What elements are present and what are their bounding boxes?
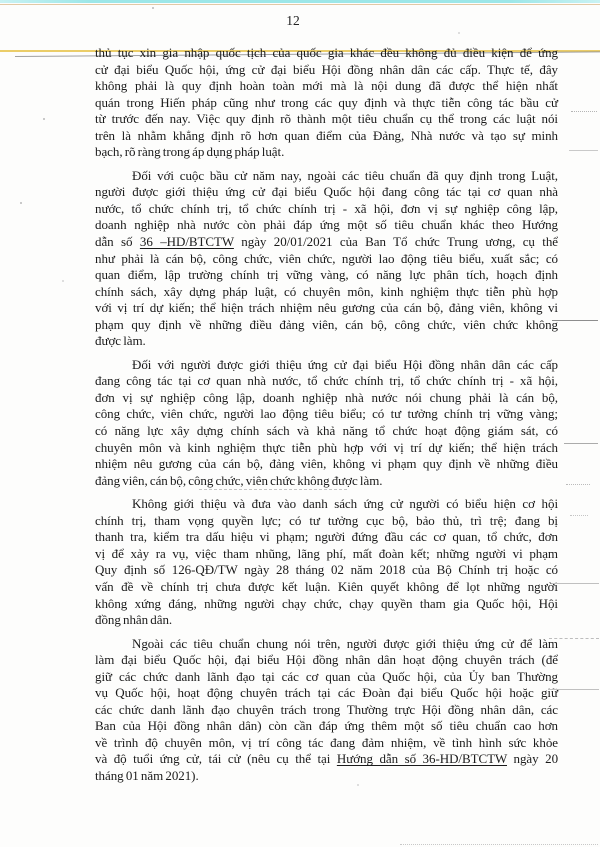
page-number: 12 — [286, 13, 300, 28]
text-line: có năng lực xây dựng chính sách và khả năng tổ chức hoạt động giám sát, có — [95, 423, 558, 439]
document-body — [95, 45, 558, 785]
scan-speck — [20, 202, 22, 204]
text-line: nhiệm nêu gương của cán bộ, đảng viên, không vi phạm quy định về những điều — [95, 456, 558, 472]
underlined-reference: Hướng dẫn số 36-HD/BTCTW — [336, 751, 507, 767]
text-line: thanh tra, kiểm tra dấu hiệu vi phạm; người đứng đầu các cơ quan, tổ chức, đơn — [95, 529, 558, 545]
text-line: Ban của Hội đồng nhân dân) còn cần đáp ứng thêm một số tiêu chuẩn cao hơn — [95, 718, 558, 734]
text-line: như phải là cán bộ, công chức, viên chức, người lao động tiêu biểu, xuất sắc; có — [95, 250, 558, 266]
text-line: được làm. — [95, 333, 146, 349]
text-line: đồng nhân dân. — [95, 612, 173, 628]
paragraph — [95, 45, 558, 161]
text-line: vấn đề về chính trị chưa được kết luận. Kiên quyết không để lọt những người — [95, 578, 558, 594]
text-line: chính sách, xây dựng pháp luật, có chuyên môn, kinh nghiệm thực tiễn phù hợp — [95, 283, 558, 299]
text-line: các chức danh lãnh đạo chuyên trách trong Thường trực Hội đồng nhân dân, các — [95, 701, 558, 717]
text-line: với vị trí dự kiến; thể hiện trách nhiệm nêu gương của cán bộ, đảng viên, không vi — [95, 300, 558, 316]
scan-speck — [62, 280, 64, 282]
scan-artifact — [569, 150, 598, 151]
text-line: tháng 01 năm 2021). — [95, 767, 199, 783]
text-line: đảng viên, cán bộ, công chức, viên chức không được làm. — [95, 472, 383, 488]
text-line: Ngoài các tiêu chuẩn chung nói trên, người được giới thiệu ứng cử để làm — [132, 635, 558, 651]
text-line: và độ tuổi ứng cử, tái cử (nêu cụ thể tại Hướng dẫn số 36-HD/BTCTW ngày 20 — [95, 751, 559, 767]
text-line: Quy định số 126-QĐ/TW ngày 28 tháng 02 năm 2018 của Bộ Chính trị hoặc có — [95, 562, 558, 578]
scan-speck — [458, 32, 460, 34]
text-line: từ trước đến nay. Việc quy định rõ thành một tiêu chuẩn cụ thể trong các luật nói — [95, 111, 558, 127]
text-line: công chức, viên chức, người lao động tiêu biểu; có tư tưởng chính trị vững vàng; — [95, 406, 558, 422]
text-line: đang công tác tại cơ quan nhà nước, tổ chức chính trị, tổ chức chính trị - xã hội, — [95, 373, 558, 389]
text-line: Đối với người được giới thiệu ứng cử đại biểu Hội đồng nhân dân các cấp — [132, 356, 558, 372]
text-line: chính trị, tham vọng quyền lực; có tư tưởng cục bộ, bảo thủ, trì trệ; đang bị — [95, 512, 558, 528]
text-line: trên là nhằm khẳng định rõ hơn quan điểm của Đảng, Nhà nước và tạo sự minh — [95, 127, 558, 143]
text-line: giữ các chức danh lãnh đạo tại các cơ quan của Quốc hội, của Ủy ban Thường — [95, 668, 558, 684]
text-line: người được giới thiệu ứng cử đại biểu Quốc hội đang công tác tại cơ quan nhà — [95, 184, 558, 200]
text-line: đơn vị sự nghiệp công lập, doanh nghiệp nhà nước nói chung phải là cán bộ, — [95, 389, 558, 405]
text-line: bạch, rõ ràng trong áp dụng pháp luật. — [95, 144, 285, 160]
scan-artifact — [552, 583, 599, 584]
text-line: quán trong Hiến pháp cũng như trong các quy định và thực tiễn công tác bầu cử — [95, 94, 558, 110]
text-line: không xứng đáng, những người chạy chức, chạy quyền tham gia Quốc hội, Hội — [95, 595, 558, 611]
scan-artifact — [400, 844, 598, 845]
text-line: quan điểm, lập trường chính trị vững vàng, có năng lực phân tích, hoạch định — [95, 267, 558, 283]
text-line: về trình độ chuyên môn, vị trí công tác đang đảm nhiệm, về tình hình sức khỏe — [95, 734, 558, 750]
scan-artifact — [564, 443, 598, 444]
text-line: Đối với cuộc bầu cử năm nay, ngoài các tiêu chuẩn đã quy định trong Luật, — [132, 167, 558, 183]
text-line: vị để xảy ra vụ, việc tham nhũng, lãng phí, mất đoàn kết; những người vi phạm — [95, 545, 558, 561]
text-line: chuyên môn và kinh nghiệm thực tiễn phù hợp với vị trí dự kiến; thể hiện trách — [95, 439, 558, 455]
scan-artifact — [570, 515, 588, 516]
scan-speck — [43, 118, 45, 120]
paragraph — [95, 636, 558, 785]
scan-speck — [152, 7, 154, 9]
scan-top-edge-cyan — [0, 0, 600, 3]
text-line: vụ Quốc hội, hoạt động chuyên trách tại các Đoàn đại biểu Quốc hội hoặc giữ — [95, 685, 558, 701]
text-line: không phải là quy định hoàn toàn mới mà là nội dung đã được thể hiện nhất — [95, 78, 558, 94]
scan-top-edge-tan — [0, 4, 600, 5]
text-line: nước, tổ chức chính trị, tổ chức chính trị - xã hội, đơn vị sự nghiệp công lập, — [95, 200, 558, 216]
text-line: dẫn số 36 –HD/BTCTW ngày 20/01/2021 của Ban Tổ chức Trung ương, cụ thể — [95, 234, 558, 250]
scan-artifact — [566, 484, 590, 485]
text-line: cử đại biểu Quốc hội, ứng cử đại biểu Hội đồng nhân dân các cấp. Thực tế, đây — [95, 61, 558, 77]
paragraph — [95, 496, 558, 628]
text-line: doanh nghiệp nhà nước còn phải đáp ứng một số tiêu chuẩn khác theo Hướng — [95, 217, 558, 233]
text-line: phạm quy định về những điều đảng viên, cán bộ, công chức, viên chức không — [95, 316, 558, 332]
text-line: thủ tục xin gia nhập quốc tịch của quốc gia khác đều không đủ điều kiện để ứng — [95, 45, 558, 60]
paragraph — [95, 168, 558, 350]
scan-artifact — [552, 320, 598, 321]
underlined-reference: 36 –HD/BTCTW — [139, 234, 234, 250]
scan-artifact — [571, 111, 597, 112]
text-line: Không giới thiệu và đưa vào danh sách ứng cử người có biểu hiện cơ hội — [132, 496, 558, 512]
text-line: làm đại biểu Quốc hội, đại biểu Hội đồng nhân dân hoạt động chuyên trách (để — [95, 652, 558, 668]
paragraph — [95, 357, 558, 489]
